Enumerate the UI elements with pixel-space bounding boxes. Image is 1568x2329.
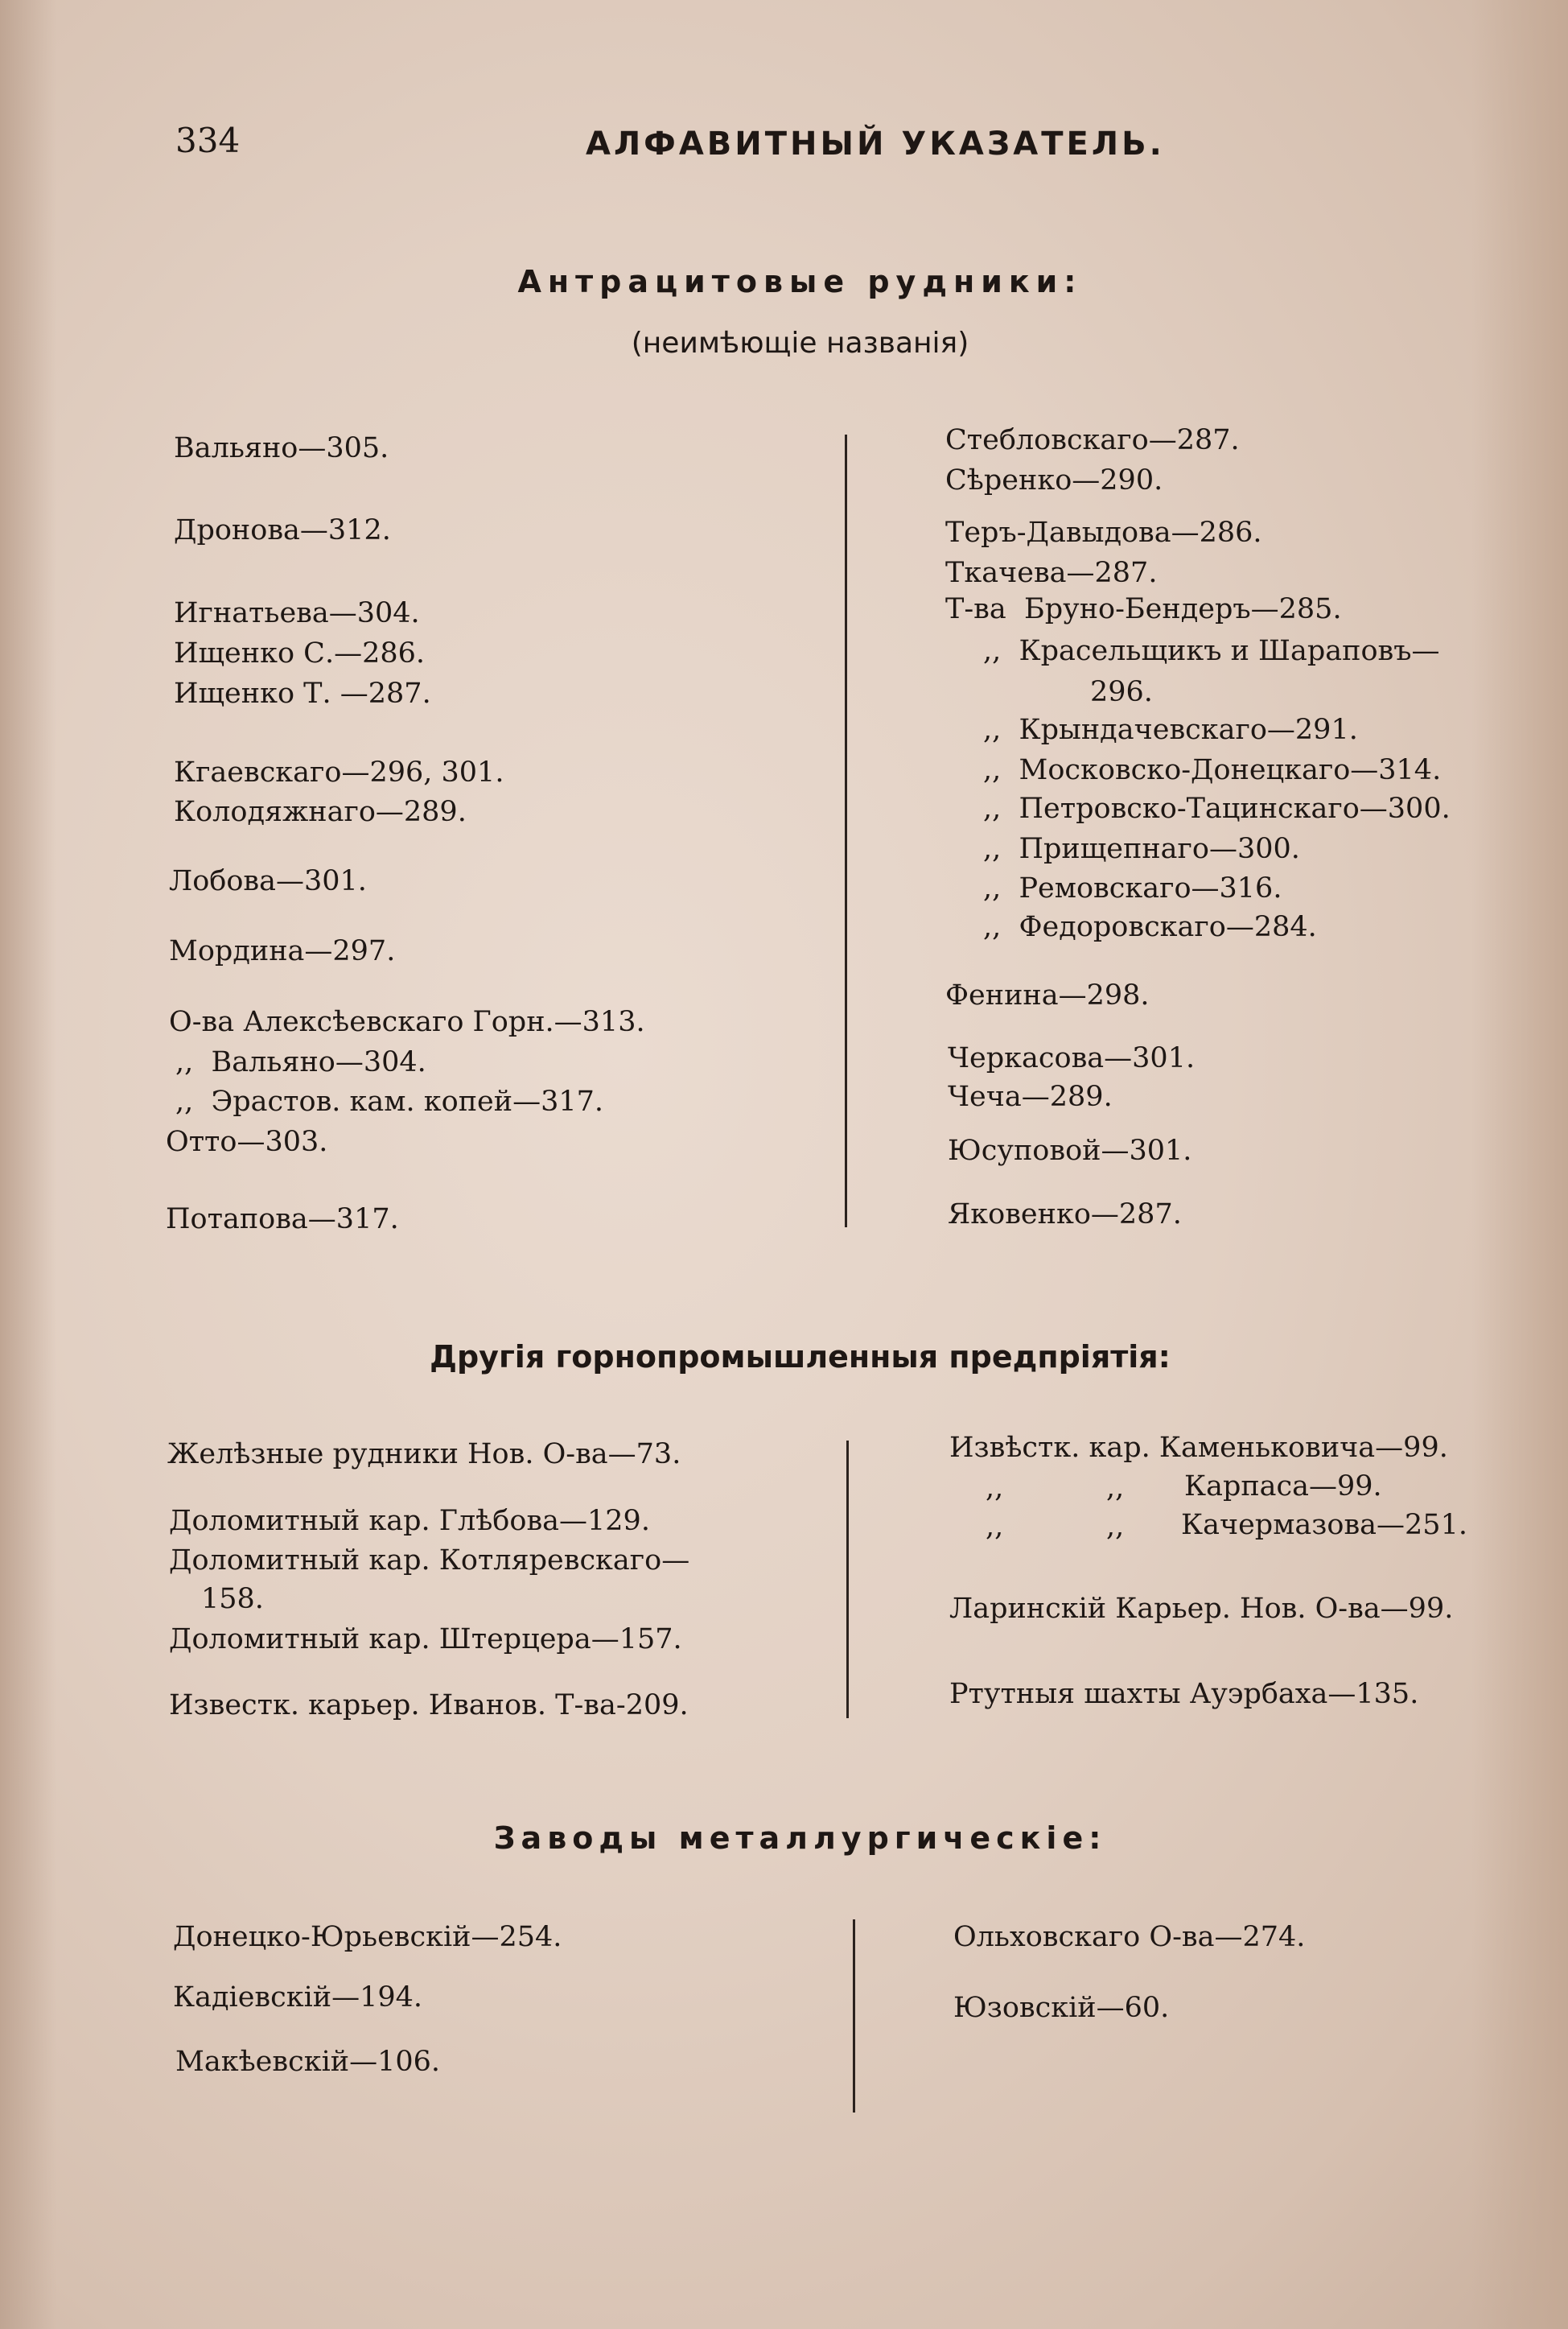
list-item: ,, Крындачевскаго—291. (983, 714, 1358, 746)
list-item: Кадіевскій—194. (173, 1981, 423, 2014)
list-item: 158. (201, 1583, 264, 1615)
ditto-mark: ,, (986, 1472, 1004, 1504)
list-item: ,, Ремовскаго—316. (983, 872, 1282, 905)
list-item: Чеча—289. (948, 1081, 1113, 1113)
list-item: Юзовскій—60. (953, 1992, 1170, 2024)
column-divider (846, 1441, 849, 1718)
list-item: Колодяжнаго—289. (174, 796, 467, 828)
list-item: Черкасова—301. (948, 1042, 1196, 1074)
list-item: Макѣевскій—106. (175, 2046, 441, 2078)
list-item: 296. (1090, 676, 1153, 708)
list-item: Доломитный кар. Глѣбова—129. (169, 1505, 650, 1537)
list-item: ,, Красельщикъ и Шараповъ— (983, 635, 1440, 667)
list-item: Известк. карьер. Иванов. Т-ва-209. (169, 1689, 689, 1721)
page-title: АЛФАВИТНЫЙ УКАЗАТЕЛЬ. (586, 126, 1165, 163)
list-item: Доломитный кар. Штерцера—157. (169, 1623, 682, 1655)
list-item: Фенина—298. (945, 979, 1150, 1012)
list-item: Кгаевскаго—296, 301. (174, 756, 504, 789)
list-item: Ртутныя шахты Ауэрбаха—135. (949, 1678, 1419, 1710)
list-item: Ткачева—287. (945, 557, 1158, 589)
list-item: О-ва Алексѣевскаго Горн.—313. (169, 1006, 645, 1038)
list-item: Потапова—317. (166, 1203, 399, 1235)
list-item: Отто—303. (166, 1126, 328, 1158)
list-item: Желѣзные рудники Нов. О-ва—73. (167, 1438, 681, 1470)
list-item: ,, Петровско-Тацинскаго—300. (983, 793, 1451, 825)
list-item: Сѣренко—290. (945, 464, 1163, 497)
page-number: 334 (175, 121, 241, 160)
ditto-mark: ,, (986, 1511, 1004, 1543)
section-subtitle: (неимѣющіе названія) (631, 327, 969, 360)
list-item: Доломитный кар. Котляревскаго— (169, 1544, 690, 1577)
list-item: Карпаса—99. (1184, 1470, 1382, 1503)
section-title-anthracite: Антрацитовые рудники: (517, 264, 1083, 299)
list-item: Дронова—312. (174, 514, 391, 546)
list-item: ,, Эрастов. кам. копей—317. (175, 1086, 604, 1118)
list-item: Яковенко—287. (948, 1198, 1182, 1230)
list-item: ,, Федоровскаго—284. (983, 911, 1317, 943)
list-item: Мордина—297. (169, 935, 396, 967)
list-item: ,, Московско-Донецкаго—314. (983, 754, 1442, 786)
ditto-mark: ,, (1106, 1511, 1125, 1543)
section-title-other-mining: Другія горнопромышленныя предпріятія: (430, 1339, 1171, 1375)
list-item: Ольховскаго О-ва—274. (953, 1921, 1306, 1953)
section-title-metallurgical: Заводы металлургическіе: (493, 1820, 1107, 1856)
list-item: Качермазова—251. (1181, 1509, 1467, 1541)
list-item: Вальяно—305. (174, 432, 389, 464)
column-divider (853, 1919, 855, 2113)
list-item: Извѣстк. кар. Каменьковича—99. (949, 1432, 1448, 1464)
list-item: Донецко-Юрьевскій—254. (173, 1921, 562, 1953)
list-item: Игнатьева—304. (174, 597, 420, 629)
ditto-mark: ,, (1106, 1472, 1125, 1504)
list-item: Лобова—301. (169, 865, 367, 897)
list-item: Т-ва Бруно-Бендеръ—285. (945, 593, 1342, 625)
list-item: Теръ-Давыдова—286. (945, 517, 1262, 549)
list-item: Стебловскаго—287. (945, 424, 1240, 456)
list-item: Ларинскій Карьер. Нов. О-ва—99. (949, 1593, 1454, 1625)
list-item: ,, Прищепнаго—300. (983, 833, 1300, 865)
list-item: Юсуповой—301. (948, 1135, 1192, 1167)
list-item: Ищенко Т. —287. (174, 678, 431, 710)
list-item: Ищенко С.—286. (174, 637, 426, 670)
list-item: ,, Вальяно—304. (175, 1046, 426, 1078)
column-divider (845, 435, 847, 1227)
